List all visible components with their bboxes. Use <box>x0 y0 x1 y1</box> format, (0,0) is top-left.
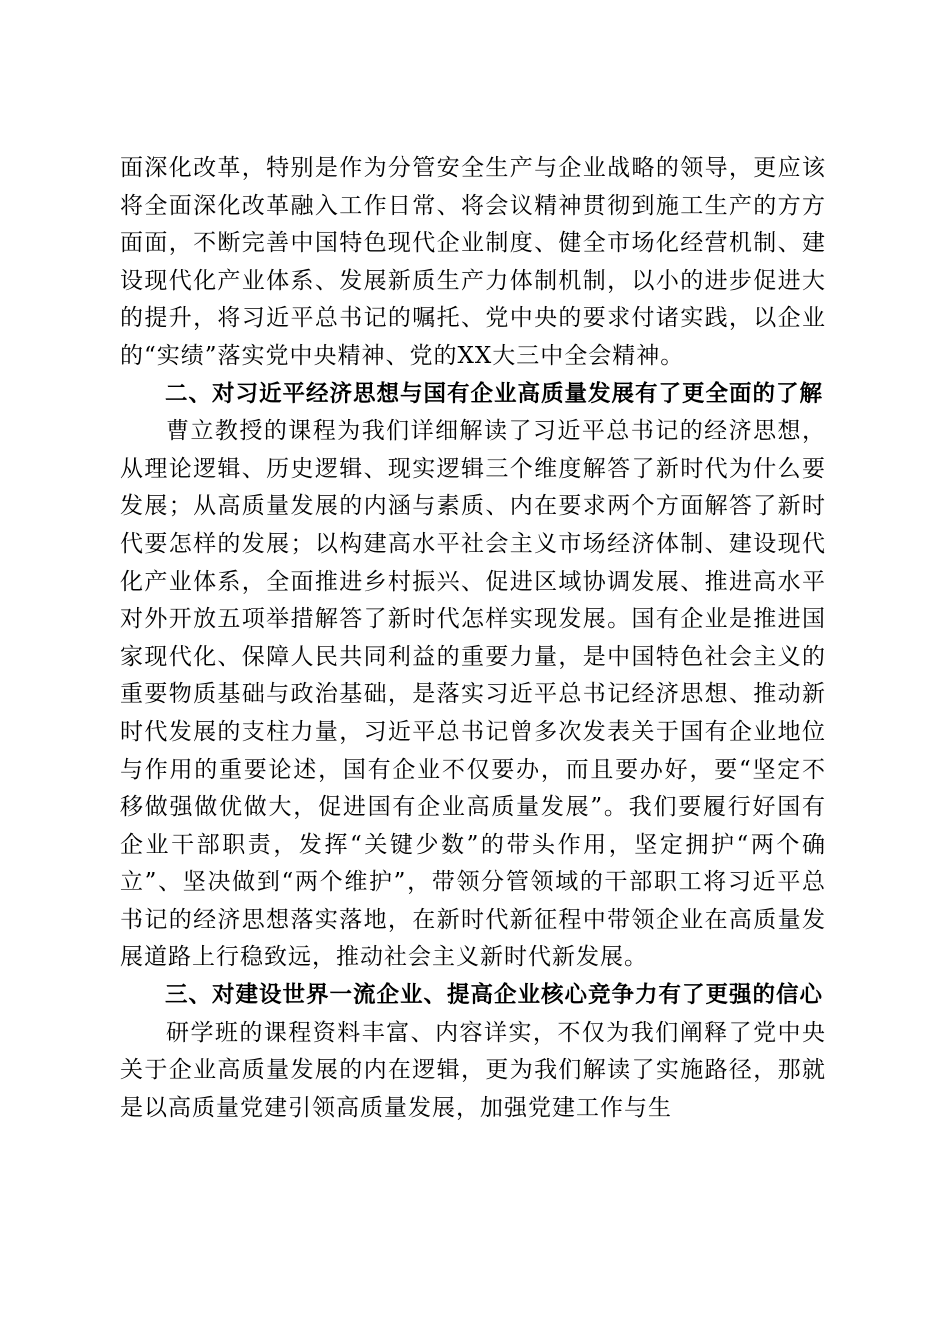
section-heading-world-class-enterprise: 三、对建设世界一流企业、提高企业核心竞争力有了更强的信心 <box>165 982 824 1009</box>
paragraph-course-materials: 研学班的课程资料丰富、内容详实，不仅为我们阐释了党中央关于企业高质量发展的内在逻辑，更为我们解读了实施路径，那就是以高质量党建引领高质量发展，加强党建工作与生 <box>120 1019 826 1121</box>
paragraph-deepen-reform: 面深化改革，特别是作为分管安全生产与企业战略的领导，更应该将全面深化改革融入工作日常、将会议精神贯彻到施工生产的方方面面，不断完善中国特色现代企业制度、健全市场化经营机制、建设现代化产业体系、发展新质生产力体制机制，以小的进步促进大的提升，将习近平总书记的嘱托、党中央的要求付诸实践，以企业的“实绩”落实党中央精神、党的XX大三中全会精神。 <box>120 155 826 369</box>
document-body <box>120 150 826 1127</box>
paragraph-economic-thought: 曹立教授的课程为我们详细解读了习近平总书记的经济思想，从理论逻辑、历史逻辑、现实逻辑三个维度解答了新时代为什么要发展；从高质量发展的内涵与素质、内在要求两个方面解答了新时代要怎样的发展；以构建高水平社会主义市场经济体制、建设现代化产业体系，全面推进乡村振兴、促进区域协调发展、推进高水平对外开放五项举措解答了新时代怎样实现发展。国有企业是推进国家现代化、保障人民共同利益的重要力量，是中国特色社会主义的重要物质基础与政治基础，是落实习近平总书记经济思想、推动新时代发展的支柱力量，习近平总书记曾多次发表关于国有企业地位与作用的重要论述，国有企业不仅要办，而且要办好，要“坚定不移做强做优做大，促进国有企业高质量发展”。我们要履行好国有企业干部职责，发挥“关键少数”的带头作用，坚定拥护“两个确立”、坚决做到“两个维护”，带领分管领域的干部职工将习近平总书记的经济思想落实落地，在新时代新征程中带领企业在高质量发展道路上行稳致远，推动社会主义新时代新发展。 <box>120 418 826 971</box>
section-heading-economic-thought: 二、对习近平经济思想与国有企业高质量发展有了更全面的了解 <box>165 380 824 407</box>
